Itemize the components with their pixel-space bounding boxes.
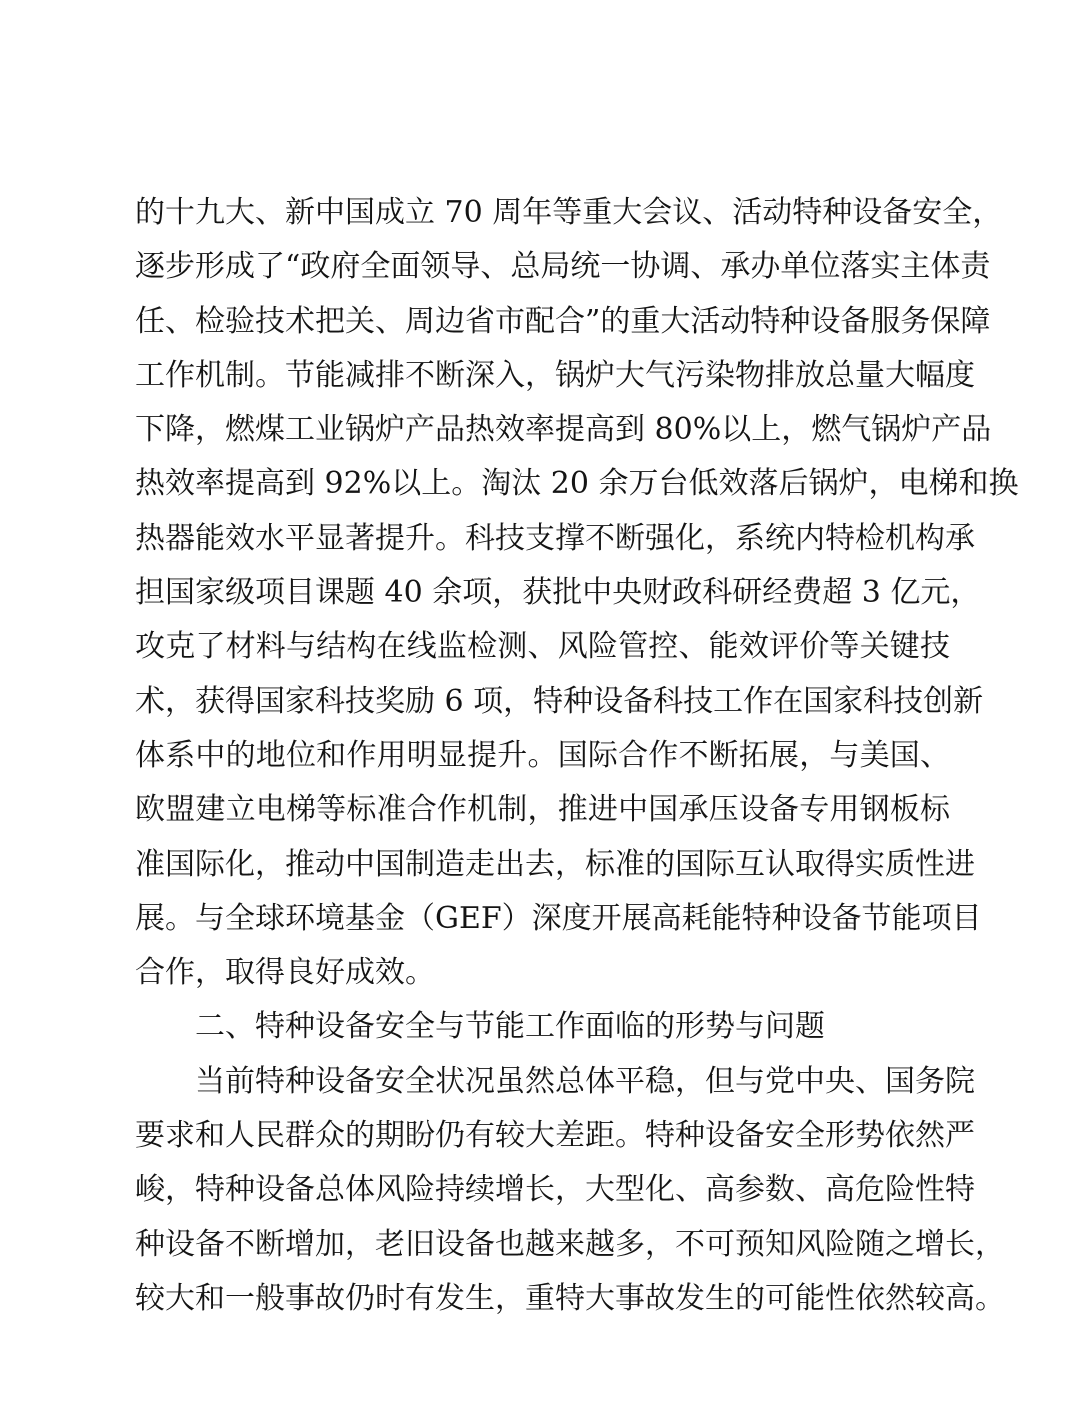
paragraph-line: 逐步形成了“政府全面领导、总局统一协调、承办单位落实主体责 <box>135 249 991 285</box>
paragraph-line: 当前特种设备安全状况虽然总体平稳，但与党中央、国务院 <box>195 1063 975 1099</box>
paragraph-line: 任、检验技术把关、周边省市配合”的重大活动特种设备服务保障 <box>135 303 991 339</box>
paragraph-line: 峻，特种设备总体风险持续增长，大型化、高参数、高危险性特 <box>135 1172 975 1208</box>
paragraph-line: 合作，取得良好成效。 <box>135 955 435 991</box>
paragraph-line: 准国际化，推动中国制造走出去，标准的国际互认取得实质性进 <box>135 846 975 882</box>
paragraph-line: 要求和人民群众的期盼仍有较大差距。特种设备安全形势依然严 <box>135 1118 975 1154</box>
paragraph-line: 工作机制。节能减排不断深入，锅炉大气污染物排放总量大幅度 <box>135 357 975 393</box>
paragraph-line: 攻克了材料与结构在线监检测、风险管控、能效评价等关键技 <box>135 629 950 665</box>
paragraph-line: 担国家级项目课题 40 余项，获批中央财政科研经费超 3 亿元， <box>135 575 981 611</box>
paragraph-line: 的十九大、新中国成立 70 周年等重大会议、活动特种设备安全， <box>135 195 1003 230</box>
section-heading: 二、特种设备安全与节能工作面临的形势与问题 <box>195 1009 825 1045</box>
paragraph-line: 下降，燃煤工业锅炉产品热效率提高到 80%以上，燃气锅炉产品 <box>135 412 992 448</box>
paragraph-line: 热效率提高到 92%以上。淘汰 20 余万台低效落后锅炉，电梯和换 <box>135 466 1019 502</box>
paragraph-line: 欧盟建立电梯等标准合作机制，推进中国承压设备专用钢板标 <box>135 792 950 828</box>
paragraph-line: 热器能效水平显著提升。科技支撑不断强化，系统内特检机构承 <box>135 520 975 556</box>
paragraph-line: 术，获得国家科技奖励 6 项，特种设备科技工作在国家科技创新 <box>135 683 984 719</box>
paragraph-line: 种设备不断增加，老旧设备也越来越多，不可预知风险随之增长， <box>135 1226 1005 1262</box>
document-body <box>135 186 1019 1326</box>
paragraph-line: 较大和一般事故仍时有发生，重特大事故发生的可能性依然较高。 <box>135 1280 1005 1316</box>
paragraph-line: 展。与全球环境基金（GEF）深度开展高耗能特种设备节能项目 <box>135 900 982 936</box>
paragraph-line: 体系中的地位和作用明显提升。国际合作不断拓展，与美国、 <box>135 737 950 773</box>
